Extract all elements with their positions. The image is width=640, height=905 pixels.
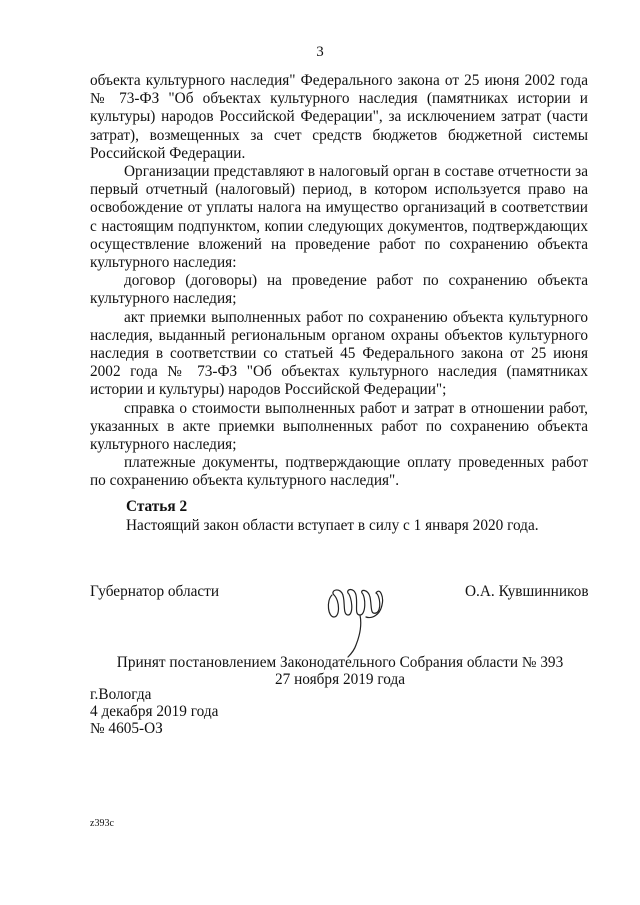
article-title: Статья 2 [126, 498, 188, 515]
article-2 [126, 497, 539, 535]
law-number: № 4605-ОЗ [90, 720, 163, 738]
paragraph-acceptance-act: акт приемки выполненных работ по сохранению объекта культурного наследия, выданный региональным органом охраны объектов культурного наследия в соответствии со статьей 45 Федерального закона от 25 июня 2002 года № 73-ФЗ "Об объектах культурного наследия (памятниках истории и культуры) народов Российской Федерации"; [90, 308, 588, 399]
place-and-date [90, 686, 218, 738]
law-text-body [90, 72, 588, 491]
adoption-line: Принят постановлением Законодательного Собрания области № 393 [116, 654, 564, 671]
paragraph-reporting-requirement: Организации представляют в налоговый орган в составе отчетности за первый отчетный (налоговый) период, в котором используется право на освобождение от уплаты налога на имущество организаций в соответствии с настоящим подпунктом, копии следующих документов, подтверждающих осуществление вложений на проведение работ по сохранению объекта культурного наследия: [90, 163, 588, 272]
paragraph-cost-certificate: справка о стоимости выполненных работ и затрат в отношении работ, указанных в акте приемки выполненных работ по сохранению объекта культурного наследия; [90, 399, 588, 454]
governor-name: О.А. Кувшинников [465, 583, 589, 600]
page-number: 3 [316, 44, 324, 60]
paragraph-contract: договор (договоры) на проведение работ по сохранению объекта культурного наследия; [90, 272, 588, 308]
governor-label: Губернатор области [90, 583, 220, 600]
paragraph-payment-documents: платежные документы, подтверждающие оплату проведенных работ по сохранению объекта культурного наследия". [90, 454, 588, 490]
adoption-date: 27 ноября 2019 года [274, 671, 406, 688]
handwritten-signature [320, 565, 400, 660]
city: г.Вологда [90, 686, 152, 703]
paragraph-continuation: объекта культурного наследия" Федерального закона от 25 июня 2002 года № 73-ФЗ "Об объектах культурного наследия (памятниках истории и культуры) народов Российской Федерации", за исключением затрат (части затрат), возмещенных за счет средств бюджетов бюджетной системы Российской Федерации. [90, 72, 588, 162]
signing-date: 4 декабря 2019 года [90, 703, 219, 721]
document-code: z393c [90, 818, 114, 829]
article-text: Настоящий закон области вступает в силу с 1 января 2020 года. [126, 517, 539, 534]
adoption-note [90, 654, 590, 688]
